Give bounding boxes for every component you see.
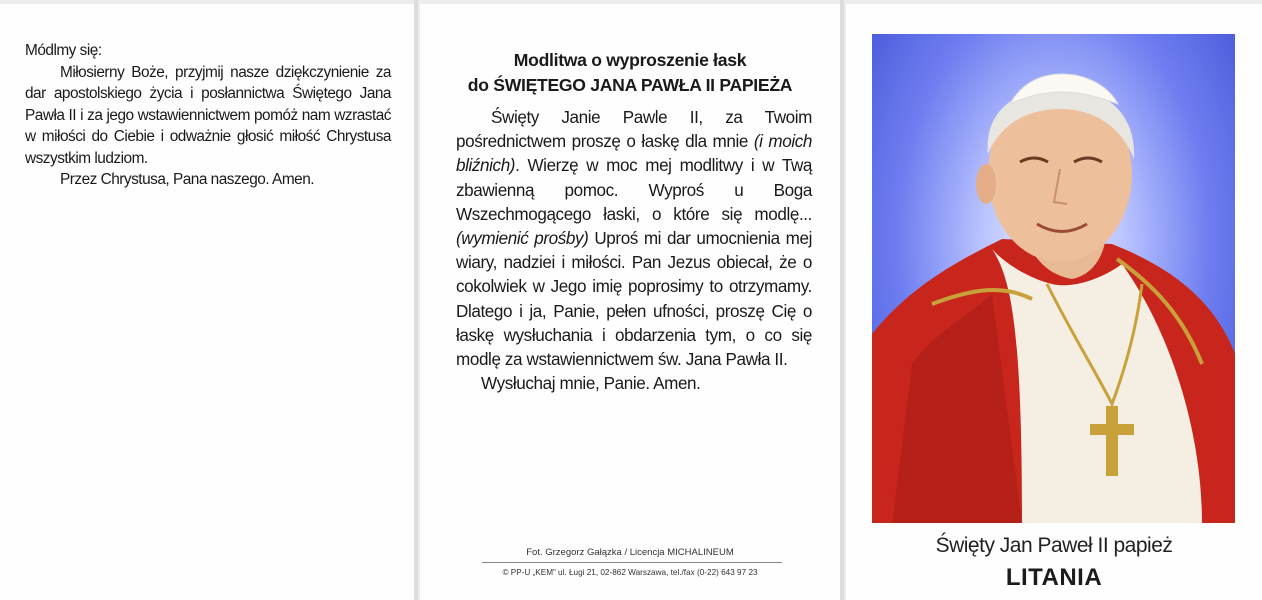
litany-title: LITANIA (1005, 564, 1103, 591)
prayer-title (420, 48, 840, 98)
prayer-text: Miłosierny Boże, przyjmij nasze dziękczynienie za dar apostolskiego życia i posłannictwa Świętego Jana Pawła II i za jego wstawiennictwem pomóż nam wzrastać w miłości do Ciebie i odważnie głosić miłość Chrystusa wszystkim ludziom. (25, 63, 391, 167)
body-part-2: . Wierzę w moc mej modlitwy i w Twą zbawienną pomoc. Wyproś u Boga Wszechmogącego łaski, o które się modlę... (456, 156, 812, 224)
pectoral-cross-vertical (1106, 406, 1118, 476)
fold-line-right (840, 0, 844, 600)
body-italic-2: (wymienić prośby) (456, 229, 589, 249)
left-panel (0, 4, 414, 600)
prayer-closing: Przez Chrystusa, Pana naszego. Amen. (60, 171, 315, 188)
body-italic-1: (i moich bliźnich) (456, 132, 812, 176)
title-line-2: do ŚWIĘTEGO JANA PAWŁA II PAPIEŻA (467, 75, 793, 95)
middle-panel (420, 4, 840, 600)
publisher-address: © PP-U „KEM” ul. Ługi 21, 02-862 Warszawa, tel./fax (0-22) 643 97 23 (502, 568, 758, 577)
photo-credit: Fot. Grzegorz Gałązka / Licencja MICHALINEUM (526, 547, 734, 558)
prayer-amen: Wysłuchaj mnie, Panie. Amen. (481, 374, 701, 394)
ear (976, 164, 996, 204)
title-line-1: Modlitwa o wyproszenie łask (513, 50, 747, 70)
portrait-caption: Święty Jan Paweł II papież (935, 534, 1173, 557)
portrait-illustration (872, 34, 1235, 523)
saint-portrait (872, 34, 1235, 523)
prayer-body (456, 106, 812, 396)
right-panel (846, 4, 1262, 600)
body-part-3: Uproś mi dar umocnienia mej wiary, nadziei i miłości. Pan Jezus obiecał, że o cokolwiek w Jego imię poprosimy to otrzymamy. Dlatego i ja, Panie, pełen ufności, proszę Cię o łaskę wysłuchania i obdarzenia tym, o co się modlę za wstawiennictwem św. Jana Pawła II. (456, 229, 812, 370)
body-part-1: Święty Janie Pawle II, za Twoim pośrednictwem proszę o łaskę dla mnie (456, 108, 812, 152)
credit-divider (482, 562, 782, 563)
prayer-heading: Módlmy się: (25, 42, 102, 59)
fold-line-left (414, 0, 418, 600)
prayer-paragraph (456, 106, 812, 372)
closing-prayer (25, 40, 391, 191)
pectoral-cross-horizontal (1090, 424, 1134, 435)
